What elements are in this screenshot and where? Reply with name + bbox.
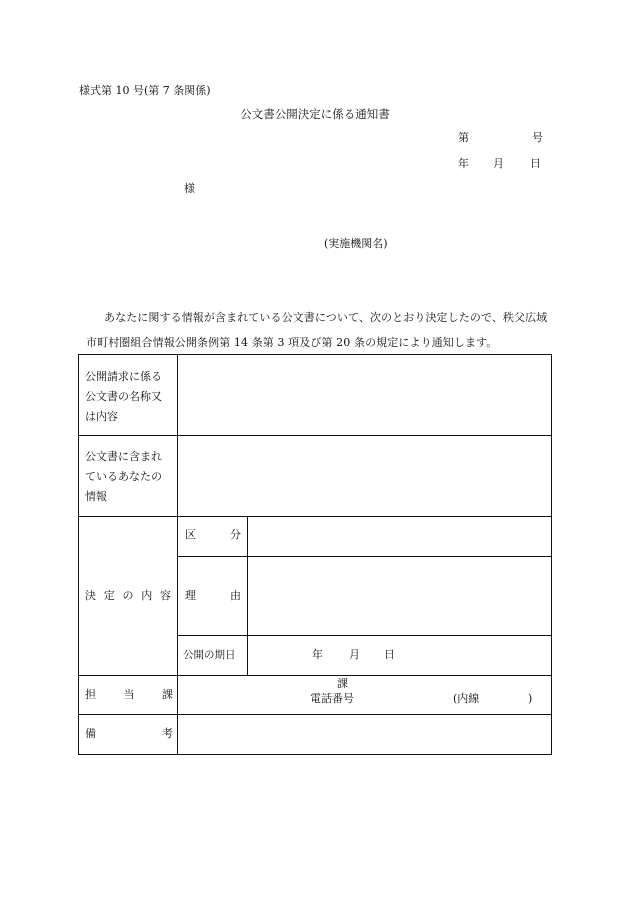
number-suffix: 号 bbox=[532, 131, 543, 144]
addressee: 様 bbox=[184, 182, 195, 195]
disclosure-date-month: 月 bbox=[349, 648, 360, 661]
decision-form-table bbox=[78, 354, 552, 755]
date-month: 月 bbox=[493, 157, 504, 170]
reason-label: 理 由 bbox=[185, 589, 241, 602]
disclosure-date-day: 日 bbox=[384, 648, 395, 661]
department-label: 担 当 課 bbox=[85, 688, 173, 701]
date-day: 日 bbox=[530, 157, 541, 170]
number-prefix: 第 bbox=[458, 131, 469, 144]
department-extension-close: ) bbox=[528, 692, 533, 705]
remarks-label: 備 考 bbox=[85, 727, 173, 740]
disclosure-date-year: 年 bbox=[312, 648, 323, 661]
disclosure-date-label: 公開の期日 bbox=[183, 649, 236, 661]
agency-name: (実施機関名) bbox=[324, 237, 388, 250]
request-document-label: 公開請求に係る 公文書の名称又 は内容 bbox=[85, 370, 162, 423]
date-year: 年 bbox=[458, 157, 469, 170]
form-number: 様式第 10 号(第 7 条関係) bbox=[79, 84, 211, 97]
document-title: 公文書公開決定に係る通知書 bbox=[240, 107, 390, 121]
personal-info-label: 公文書に含まれ ているあなたの 情報 bbox=[85, 450, 162, 503]
department-extension-open: (内線 bbox=[453, 692, 480, 705]
notice-body: あなたに関する情報が含まれている公文書について、次のとおり決定したので、秩父広域市町村圏組合情報公開条例第 14 条第 3 項及び第 20 条の規定により通知します。 bbox=[86, 311, 548, 349]
decision-content-label: 決 定 の 内 容 bbox=[85, 589, 171, 602]
department-section: 課 bbox=[337, 677, 348, 690]
category-label: 区 分 bbox=[185, 528, 241, 541]
department-phone-label: 電話番号 bbox=[310, 692, 354, 705]
